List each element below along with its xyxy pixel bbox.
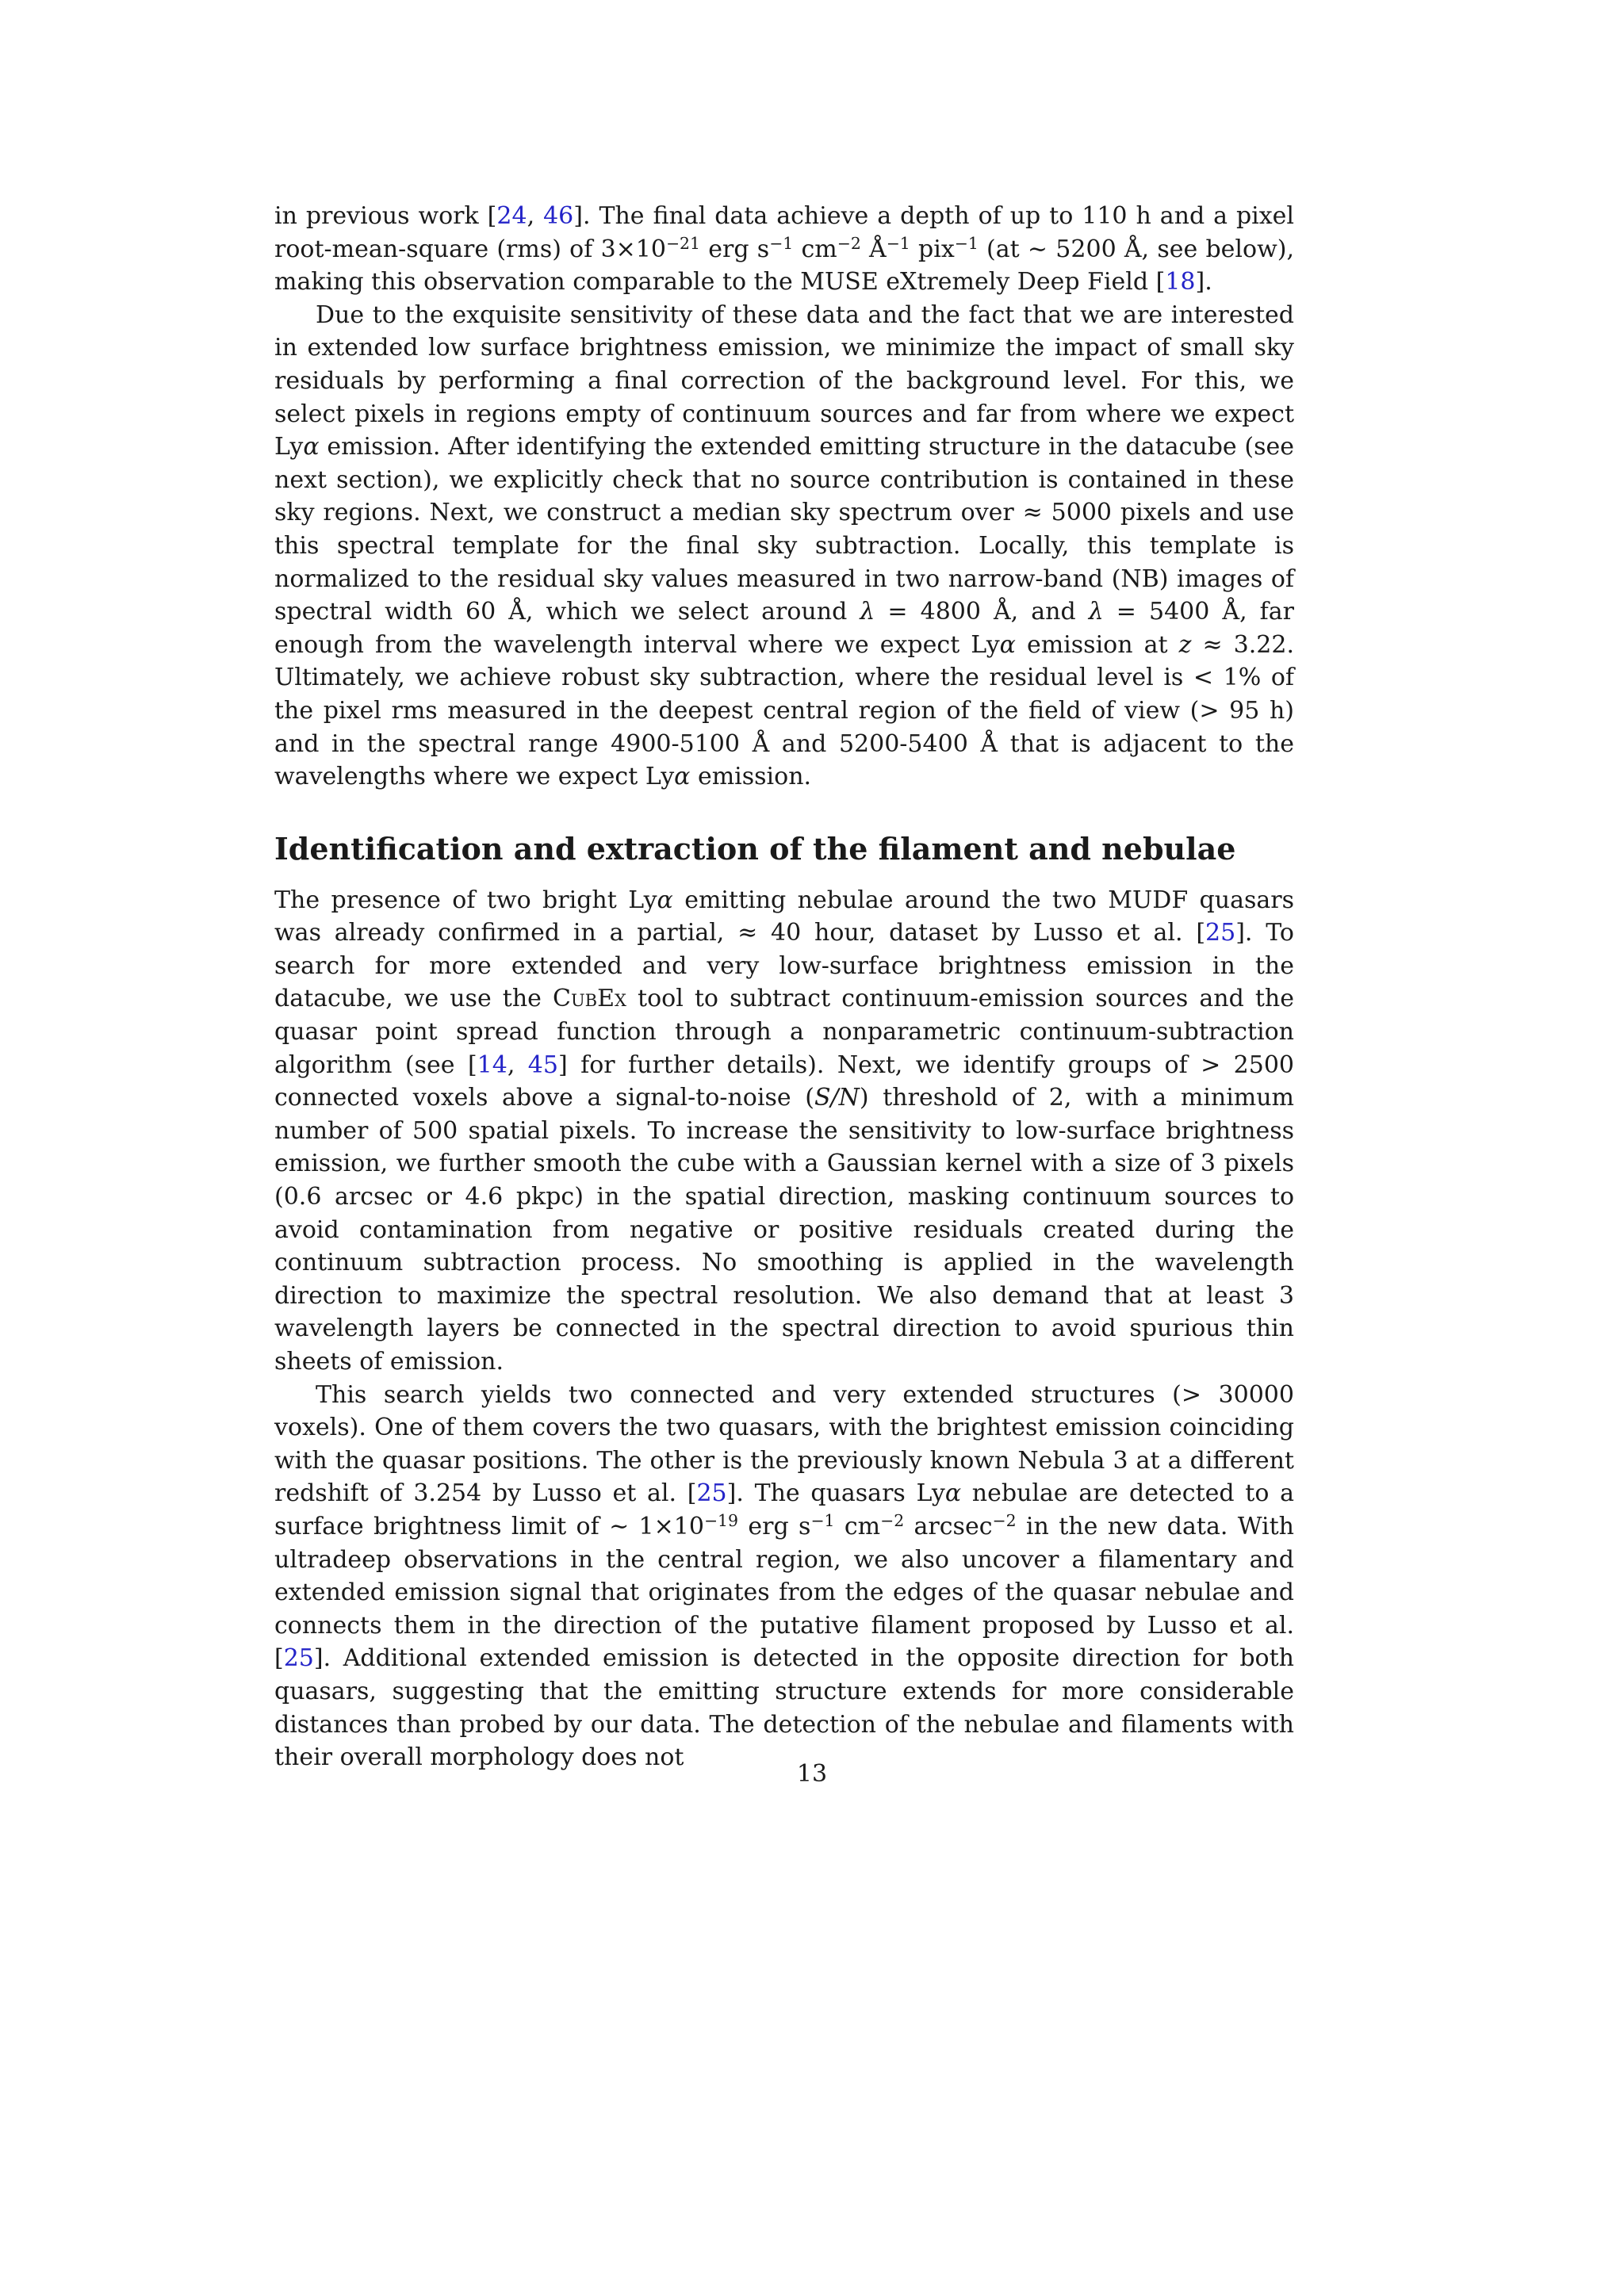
- page-body: [274, 200, 1294, 1774]
- citation-link[interactable]: 25: [1205, 919, 1236, 947]
- software-name: CubEx: [553, 985, 626, 1013]
- paragraph-3: The presence of two bright Lyα emitting nebulae around the two MUDF quasars was already confirmed in a partial, ≈ 40 hour, dataset by Lusso et al. [25]. To search for more extended and very low-surface brightness emission in the datacube, we use the CubEx tool to subtract continuum-emission sources and the quasar point spread function through a nonparametric continuum-subtraction algorithm (see [14, 45] for further details). Next, we identify groups of > 2500 connected voxels above a signal-to-noise (S/N) threshold of 2, with a minimum number of 500 spatial pixels. To increase the sensitivity to low-surface brightness emission, we further smooth the cube with a Gaussian kernel with a size of 3 pixels (0.6 arcsec or 4.6 pkpc) in the spatial direction, masking continuum sources to avoid contamination from negative or positive residuals created during the continuum subtraction process. No smoothing is applied in the wavelength direction to maximize the spectral resolution. We also demand that at least 3 wavelength layers be connected in the spectral direction to avoid spurious thin sheets of emission.: [274, 886, 1295, 1376]
- citation-link[interactable]: 14: [477, 1050, 508, 1079]
- citation-link[interactable]: 24: [496, 202, 527, 230]
- page-number: 13: [796, 1760, 828, 1788]
- citation-link[interactable]: 25: [696, 1479, 727, 1508]
- citation-link[interactable]: 45: [527, 1050, 558, 1079]
- section-heading: Identification and extraction of the filament and nebulae: [274, 830, 1236, 867]
- citation-link[interactable]: 46: [543, 202, 574, 230]
- paragraph-4: This search yields two connected and very extended structures (> 30000 voxels). One of them covers the two quasars, with the brightest emission coinciding with the quasar positions. The other is the previously known Nebula 3 at a different redshift of 3.254 by Lusso et al. [25]. The quasars Lyα nebulae are detected to a surface brightness limit of ∼ $1\times 10^{-19}$ erg $s^{-1}$ $cm^{-2}$ arcsec$^{-2}$ in the new data. With ultradeep observations in the central region, we also uncover a filamentary and extended emission signal that originates from the edges of the quasar nebulae and connects them in the direction of the putative filament proposed by Lusso et al. [25]. Additional extended emission is detected in the opposite direction for both quasars, suggesting that the emitting structure extends for more considerable distances than probed by our data. The detection of the nebulae and filaments with their overall morphology does not: [274, 1380, 1295, 1772]
- citation-link[interactable]: 18: [1165, 268, 1196, 297]
- citation-link[interactable]: 25: [283, 1644, 314, 1673]
- paragraph-1: in previous work [24, 46]. The final data achieve a depth of up to 110 h and a pixel root-mean-square (rms) of $3\times 10^{-21}$ erg $s^{-1}$ $cm^{-2}$ $Å^{-1}$ pix$^{-1}$ (at ∼ 5200 Å, see below), making this observation comparable to the MUSE eXtremely Deep Field [18].: [274, 202, 1295, 297]
- paragraph-2: Due to the exquisite sensitivity of these data and the fact that we are interested in extended low surface brightness emission, we minimize the impact of small sky residuals by performing a final correction of the background level. For this, we select pixels in regions empty of continuum sources and far from where we expect Lyα emission. After identifying the extended emitting structure in the datacube (see next section), we explicitly check that no source contribution is contained in these sky regions. Next, we construct a median sky spectrum over ≈ 5000 pixels and use this spectral template for the final sky subtraction. Locally, this template is normalized to the residual sky values measured in two narrow-band (NB) images of spectral width 60 Å, which we select around λ = 4800 Å, and λ = 5400 Å, far enough from the wavelength interval where we expect Lyα emission at z ≈ 3.22. Ultimately, we achieve robust sky subtraction, where the residual level is < 1% of the pixel rms measured in the deepest central region of the field of view (> 95 h) and in the spectral range 4900-5100 Å and 5200-5400 Å that is adjacent to the wavelengths where we expect Lyα emission.: [274, 300, 1295, 791]
